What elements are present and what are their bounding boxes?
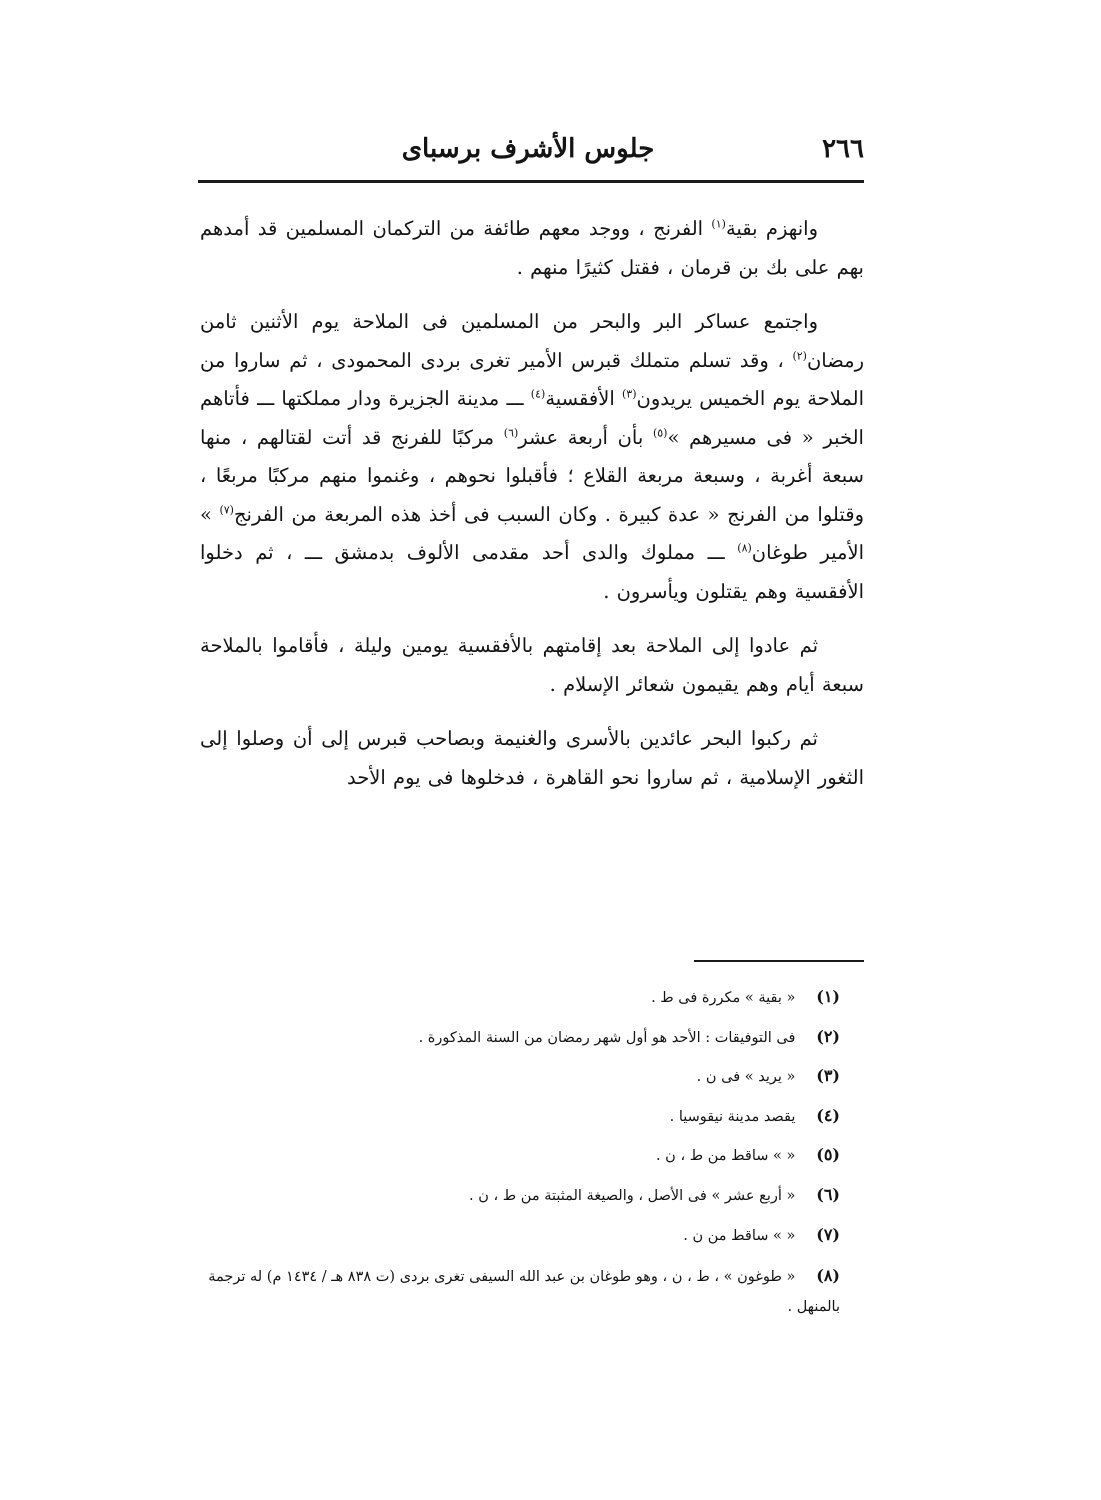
header-rule [198, 180, 864, 183]
footnote-ref: (٧) [219, 503, 234, 516]
footnote-ref: (٤) [530, 387, 546, 401]
footnote-number: (٤) [816, 1105, 840, 1125]
footnote-ref: (٥) [652, 426, 668, 439]
text-run: ثم ركبوا البحر عائدين بالأسرى والغنيمة وبصاحب قبرس إلى أن وصلوا إلى الثغور الإسلامية ، ثم ساروا نحو القاهرة ، فدخلوها فى يوم الأحد [200, 727, 864, 789]
text-run: بأن أربعة عشر [518, 425, 653, 449]
paragraph [200, 210, 864, 287]
footnote-text: يقصد مدينة نيقوسيا . [669, 1108, 796, 1125]
footnote-item [200, 1097, 840, 1137]
text-run: الفرنج ، ووجد معهم طائفة من التركمان المسلمين قد أمدهم بهم على بك بن قرمان ، فقتل كثيرًا منهم . [200, 217, 864, 279]
footnote-number: (٢) [816, 1026, 840, 1046]
footnote-ref: (١) [711, 217, 726, 231]
paragraph [200, 303, 864, 611]
footnote-ref: (٦) [503, 426, 519, 439]
paragraph [200, 627, 864, 704]
text-run: ـــ مدينة الجزيرة ودار مملكتها ـــ فأتاهم الخبر « فى مسيرهم » [199, 387, 864, 449]
footnote-rule [694, 960, 864, 962]
footnote-text: « طوغون » ، ط ، ن ، وهو طوغان بن عبد الله السيفى تغرى بردى (ت ٨٣٨ هـ / ١٤٣٤ م) له ترجمة بالمنهل . [208, 1269, 840, 1316]
text-run: الأفقسية [545, 387, 622, 410]
footnote-number: (٥) [816, 1145, 840, 1165]
footnote-number: (٨) [816, 1266, 840, 1286]
footnote-ref: (٨) [737, 541, 752, 555]
footnote-text: « أربع عشر » فى الأصل ، والصيغة المثبتة من ط ، ن . [469, 1187, 796, 1204]
footnote-item [200, 1261, 840, 1322]
footnote-text: « يريد » فى ن . [696, 1069, 796, 1086]
text-run: وانهزم بقية [725, 217, 818, 240]
footnote-item [200, 978, 840, 1018]
page-header [198, 128, 864, 180]
footnote-number: (١) [816, 987, 840, 1006]
footnote-ref: (٣) [621, 387, 637, 401]
text-run: واجتمع عساكر البر والبحر من المسلمين فى الملاحة يوم الأثنين ثامن رمضان [200, 310, 864, 372]
footnote-number: (٦) [816, 1184, 840, 1204]
text-run: ـــ مملوك والدى أحد مقدمى الألوف بدمشق ـــ ، ثم دخلوا الأفقسية وهم يقتلون ويأسرون . [200, 541, 864, 603]
text-run: ثم عادوا إلى الملاحة بعد إقامتهم بالأفقسية يومين وليلة ، فأقاموا بالملاحة سبعة أيام وهم يقيمون شعائر الإسلام . [200, 634, 864, 696]
footnote-text: « بقية » مكررة فى ط . [651, 990, 796, 1006]
footnote-item [200, 1176, 840, 1216]
footnote-text: فى التوفيقات : الأحد هو أول شهر رمضان من السنة المذكورة . [418, 1029, 796, 1046]
running-title: جلوس الأشرف برسباى [401, 134, 655, 164]
page-number: ٢٦٦ [822, 134, 864, 164]
footnote-text: « » ساقط من ن . [683, 1227, 796, 1244]
footnotes [200, 978, 840, 1322]
footnote-item [200, 1216, 840, 1256]
text-run: » الأمير طوغان [200, 502, 864, 564]
text-run: مركبًا للفرنج قد أتت لقتالهم ، منها سبعة أغربة ، وسبعة مربعة القلاع ؛ فأقبلوا نحوهم ، وغنموا منهم مركبًا مربعًا ، وقتلوا من الفرنج « عدة كبيرة . وكان السبب فى أخذ هذه المربعة من الفرنج [200, 425, 864, 526]
paragraph [200, 720, 864, 797]
footnote-number: (٣) [816, 1066, 840, 1086]
footnote-text: « » ساقط من ط ، ن . [655, 1148, 796, 1165]
footnote-item [200, 1018, 840, 1058]
footnote-ref: (٢) [792, 349, 807, 362]
footnote-item [200, 1136, 840, 1176]
footnote-number: (٧) [816, 1224, 840, 1244]
main-text [200, 210, 864, 797]
text-run: ، وقد تسلم متملك قبرس الأمير تغرى بردى المحمودى ، ثم ساروا من الملاحة يوم الخميس يريدون [200, 348, 864, 410]
footnote-item [200, 1057, 840, 1097]
